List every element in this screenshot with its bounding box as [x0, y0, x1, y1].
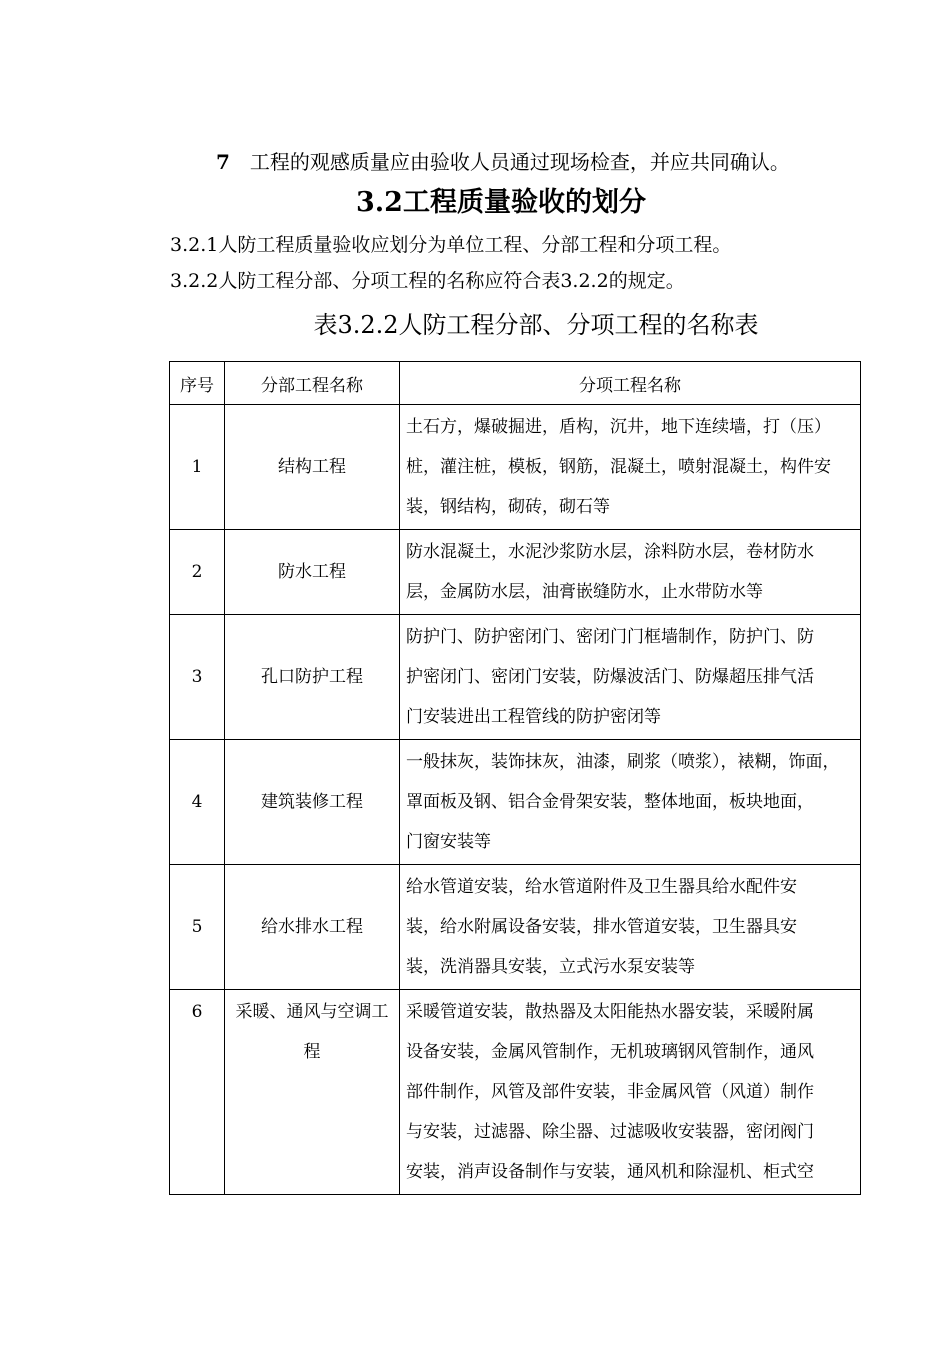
subitem-line: 采暖管道安装，散热器及太阳能热水器安装，采暖附属 [406, 1002, 814, 1022]
row-subitems [400, 405, 861, 530]
row-division: 给水排水工程 [225, 865, 400, 990]
subitem-line: 设备安装，金属风管制作，无机玻璃钢风管制作，通风 [406, 1042, 814, 1062]
header-division: 分部工程名称 [225, 362, 400, 405]
row-seq: 1 [170, 405, 225, 530]
subitem-line: 部件制作，风管及部件安装，非金属风管（风道）制作 [406, 1082, 814, 1102]
subitem-line: 桩，灌注桩，模板，钢筋，混凝土，喷射混凝土，构件安 [406, 457, 831, 477]
clause-3-2-2: 3.2.2人防工程分部、分项工程的名称应符合表3.2.2的规定。 [170, 270, 685, 292]
subitem-line: 装，给水附属设备安装，排水管道安装，卫生器具安 [406, 917, 797, 937]
row-subitems [400, 990, 861, 1195]
table-row [170, 865, 861, 990]
row-seq: 5 [170, 865, 225, 990]
table-row [170, 990, 861, 1195]
subitem-line: 层，金属防水层，油膏嵌缝防水，止水带防水等 [406, 582, 763, 602]
row-seq: 6 [170, 990, 225, 1195]
row-seq: 4 [170, 740, 225, 865]
row-subitems [400, 530, 861, 615]
subitem-line: 装，洗消器具安装，立式污水泵安装等 [406, 957, 695, 977]
clause-7-number: 7 [216, 150, 230, 174]
subitem-line: 一般抹灰，装饰抹灰，油漆，刷浆（喷浆），裱糊，饰面， [406, 752, 840, 772]
subitem-line: 装，钢结构，砌砖，砌石等 [406, 497, 610, 517]
row-subitems [400, 615, 861, 740]
row-subitems [400, 740, 861, 865]
clause-3-2-1: 3.2.1人防工程质量验收应划分为单位工程、分部工程和分项工程。 [170, 234, 732, 256]
row-division: 结构工程 [225, 405, 400, 530]
subitem-line: 土石方，爆破掘进，盾构，沉井，地下连续墙，打（压） [406, 417, 831, 437]
subitem-line: 护密闭门、密闭门安装，防爆波活门、防爆超压排气活 [406, 667, 814, 687]
row-division: 建筑装修工程 [225, 740, 400, 865]
table-row [170, 615, 861, 740]
subitem-line: 罩面板及钢、铝合金骨架安装，整体地面，板块地面， [406, 792, 814, 812]
table-row [170, 530, 861, 615]
header-subitems: 分项工程名称 [400, 362, 861, 405]
division-table [169, 361, 861, 1195]
row-division: 防水工程 [225, 530, 400, 615]
subitem-line: 门窗安装等 [406, 832, 491, 852]
subitem-line: 门安装进出工程管线的防护密闭等 [406, 707, 661, 727]
clause-7 [216, 146, 790, 175]
table-row [170, 740, 861, 865]
subitem-line: 给水管道安装，给水管道附件及卫生器具给水配件安 [406, 877, 797, 897]
subitem-line: 与安装，过滤器、除尘器、过滤吸收安装器，密闭阀门 [406, 1122, 814, 1142]
division-line: 程 [303, 1042, 321, 1062]
subitem-line: 安装，消声设备制作与安装，通风机和除湿机、柜式空 [406, 1162, 814, 1182]
division-line: 采暖、通风与空调工 [235, 1002, 389, 1022]
subitem-line: 防水混凝土，水泥沙浆防水层，涂料防水层，卷材防水 [406, 542, 814, 562]
row-division: 孔口防护工程 [225, 615, 400, 740]
row-seq: 2 [170, 530, 225, 615]
table-header-row [170, 362, 861, 405]
header-seq: 序号 [170, 362, 225, 405]
row-seq: 3 [170, 615, 225, 740]
subitem-line: 防护门、防护密闭门、密闭门门框墙制作，防护门、防 [406, 627, 814, 647]
section-heading: 3.2工程质量验收的划分 [356, 187, 646, 218]
row-subitems [400, 865, 861, 990]
row-division [225, 990, 400, 1195]
table-row [170, 405, 861, 530]
clause-7-text: 工程的观感质量应由验收人员通过现场检查，并应共同确认。 [249, 150, 790, 174]
table-caption: 表3.2.2人防工程分部、分项工程的名称表 [313, 311, 759, 339]
